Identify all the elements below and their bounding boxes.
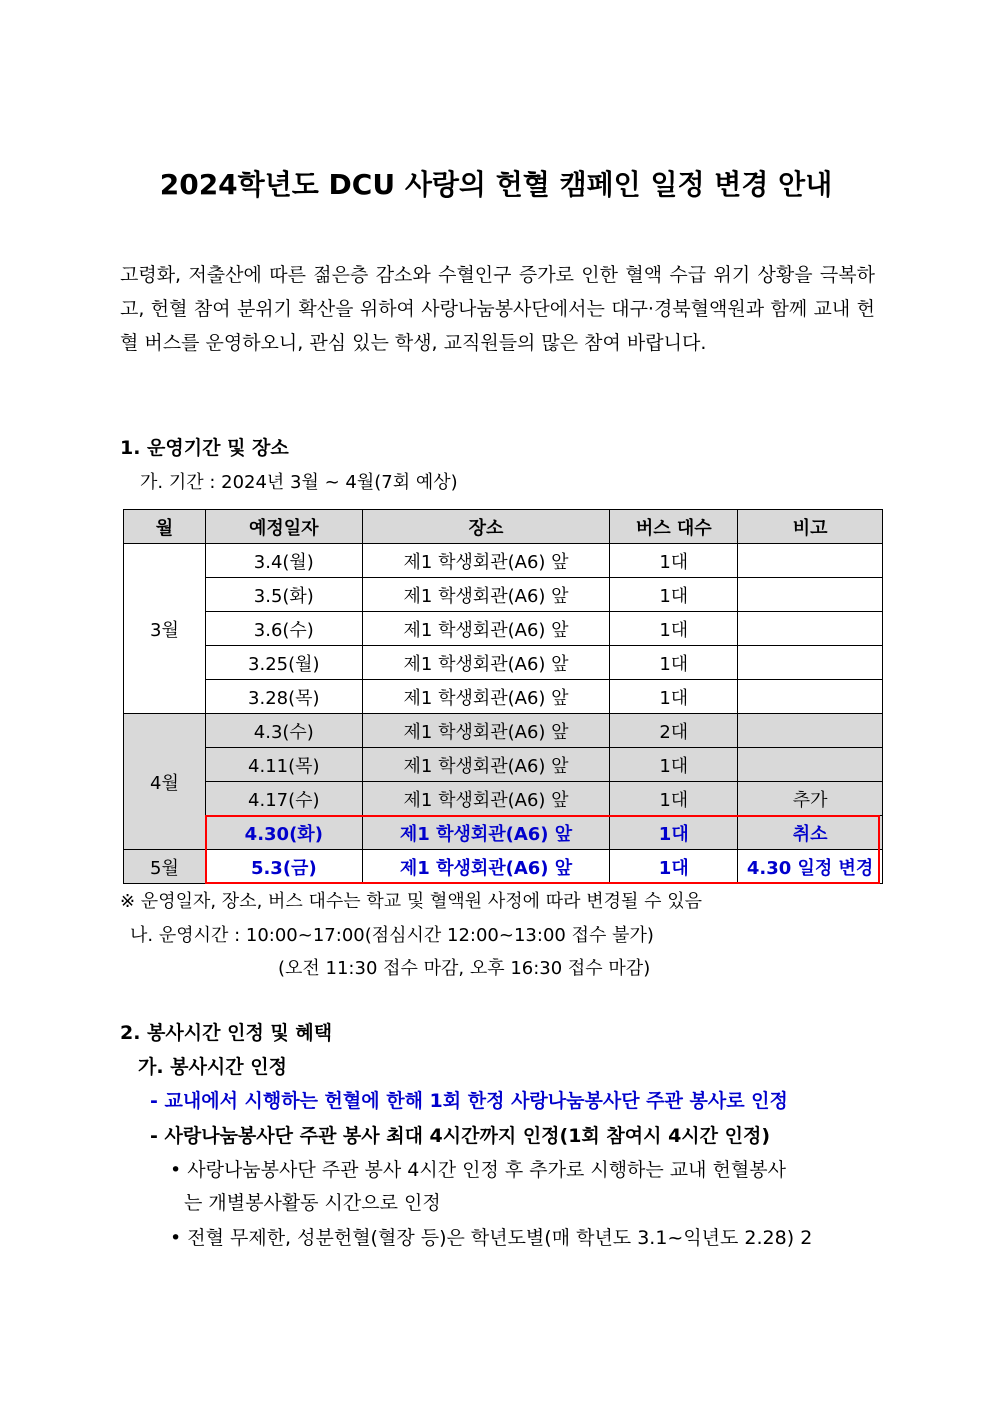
place-cell: 제1 학생회관(A6) 앞 <box>362 646 610 680</box>
date-cell: 4.30(화) <box>205 816 362 850</box>
header-bus: 버스 대수 <box>610 510 738 544</box>
table-row-cancelled <box>124 816 883 850</box>
note-cell <box>738 544 883 578</box>
bus-cell: 1대 <box>610 748 738 782</box>
date-cell: 4.11(목) <box>205 748 362 782</box>
date-cell: 3.6(수) <box>205 612 362 646</box>
header-place: 장소 <box>362 510 610 544</box>
table-header-row <box>124 510 883 544</box>
table-row <box>124 782 883 816</box>
intro-paragraph: 고령화, 저출산에 따른 젊은층 감소와 수혈인구 증가로 인한 혈액 수급 위기 상황을 극복하고, 헌혈 참여 분위기 확산을 위하여 사랑나눔봉사단에서는 대구·경북혈액원과 함께 교내 헌혈 버스를 운영하오니, 관심 있는 학생, 교직원들의 많은 참여 바랍니다. <box>120 264 875 354</box>
bus-cell: 1대 <box>610 680 738 714</box>
note-cell <box>738 748 883 782</box>
date-cell: 4.17(수) <box>205 782 362 816</box>
note-cell <box>738 612 883 646</box>
period-line: 가. 기간 : 2024년 3월 ~ 4월(7회 예상) <box>140 472 458 493</box>
schedule-note: ※ 운영일자, 장소, 버스 대수는 학교 및 혈액원 사정에 따라 변경될 수 있음 <box>120 891 703 912</box>
note-cell: 취소 <box>738 816 883 850</box>
section2-sub-heading: 가. 봉사시간 인정 <box>138 1056 287 1078</box>
section2-heading: 2. 봉사시간 인정 및 혜택 <box>120 1022 333 1044</box>
bus-cell: 1대 <box>610 816 738 850</box>
table-row <box>124 612 883 646</box>
note-cell <box>738 680 883 714</box>
place-cell: 제1 학생회관(A6) 앞 <box>362 816 610 850</box>
date-cell: 5.3(금) <box>205 850 362 884</box>
month-cell: 3월 <box>124 544 206 714</box>
date-cell: 3.5(화) <box>205 578 362 612</box>
place-cell: 제1 학생회관(A6) 앞 <box>362 782 610 816</box>
note-cell <box>738 578 883 612</box>
page-title: 2024학년도 DCU 사랑의 헌혈 캠페인 일정 변경 안내 <box>159 168 833 201</box>
table-row <box>124 578 883 612</box>
table-row-changed <box>124 850 883 884</box>
max-hours-item: - 사랑나눔봉사단 주관 봉사 최대 4시간까지 인정(1회 참여시 4시간 인정) <box>150 1125 771 1147</box>
bus-cell: 1대 <box>610 578 738 612</box>
table-row <box>124 714 883 748</box>
bus-cell: 1대 <box>610 544 738 578</box>
place-cell: 제1 학생회관(A6) 앞 <box>362 544 610 578</box>
table-row <box>124 680 883 714</box>
date-cell: 3.25(월) <box>205 646 362 680</box>
bus-cell: 1대 <box>610 612 738 646</box>
month-cell: 4월 <box>124 714 206 850</box>
date-cell: 3.4(월) <box>205 544 362 578</box>
bus-cell: 1대 <box>610 646 738 680</box>
hours-line: 나. 운영시간 : 10:00~17:00(점심시간 12:00~13:00 접수 불가) <box>130 925 654 946</box>
bullet-donation-limit: • 전혈 무제한, 성분헌혈(혈장 등)은 학년도별(매 학년도 3.1~익년도 2.28) 2 <box>170 1227 813 1249</box>
place-cell: 제1 학생회관(A6) 앞 <box>362 850 610 884</box>
place-cell: 제1 학생회관(A6) 앞 <box>362 578 610 612</box>
note-cell: 추가 <box>738 782 883 816</box>
note-cell <box>738 714 883 748</box>
bullet-extra-hours: • 사랑나눔봉사단 주관 봉사 4시간 인정 후 추가로 시행하는 교내 헌혈봉사 <box>170 1159 786 1181</box>
note-cell <box>738 646 883 680</box>
month-cell: 5월 <box>124 850 206 884</box>
recognition-item: - 교내에서 시행하는 헌혈에 한해 1회 한정 사랑나눔봉사단 주관 봉사로 인정 <box>150 1090 788 1112</box>
schedule-table <box>123 509 883 884</box>
hours-deadline-line: (오전 11:30 접수 마감, 오후 16:30 접수 마감) <box>278 958 651 979</box>
date-cell: 3.28(목) <box>205 680 362 714</box>
bus-cell: 1대 <box>610 782 738 816</box>
place-cell: 제1 학생회관(A6) 앞 <box>362 714 610 748</box>
header-note: 비고 <box>738 510 883 544</box>
section1-heading: 1. 운영기간 및 장소 <box>120 437 289 459</box>
table-row <box>124 646 883 680</box>
table-row <box>124 748 883 782</box>
bus-cell: 1대 <box>610 850 738 884</box>
bullet-extra-hours-cont: 는 개별봉사활동 시간으로 인정 <box>184 1192 441 1214</box>
bus-cell: 2대 <box>610 714 738 748</box>
note-cell: 4.30 일정 변경 <box>738 850 883 884</box>
place-cell: 제1 학생회관(A6) 앞 <box>362 748 610 782</box>
place-cell: 제1 학생회관(A6) 앞 <box>362 680 610 714</box>
header-date: 예정일자 <box>205 510 362 544</box>
header-month: 월 <box>124 510 206 544</box>
date-cell: 4.3(수) <box>205 714 362 748</box>
place-cell: 제1 학생회관(A6) 앞 <box>362 612 610 646</box>
table-row <box>124 544 883 578</box>
